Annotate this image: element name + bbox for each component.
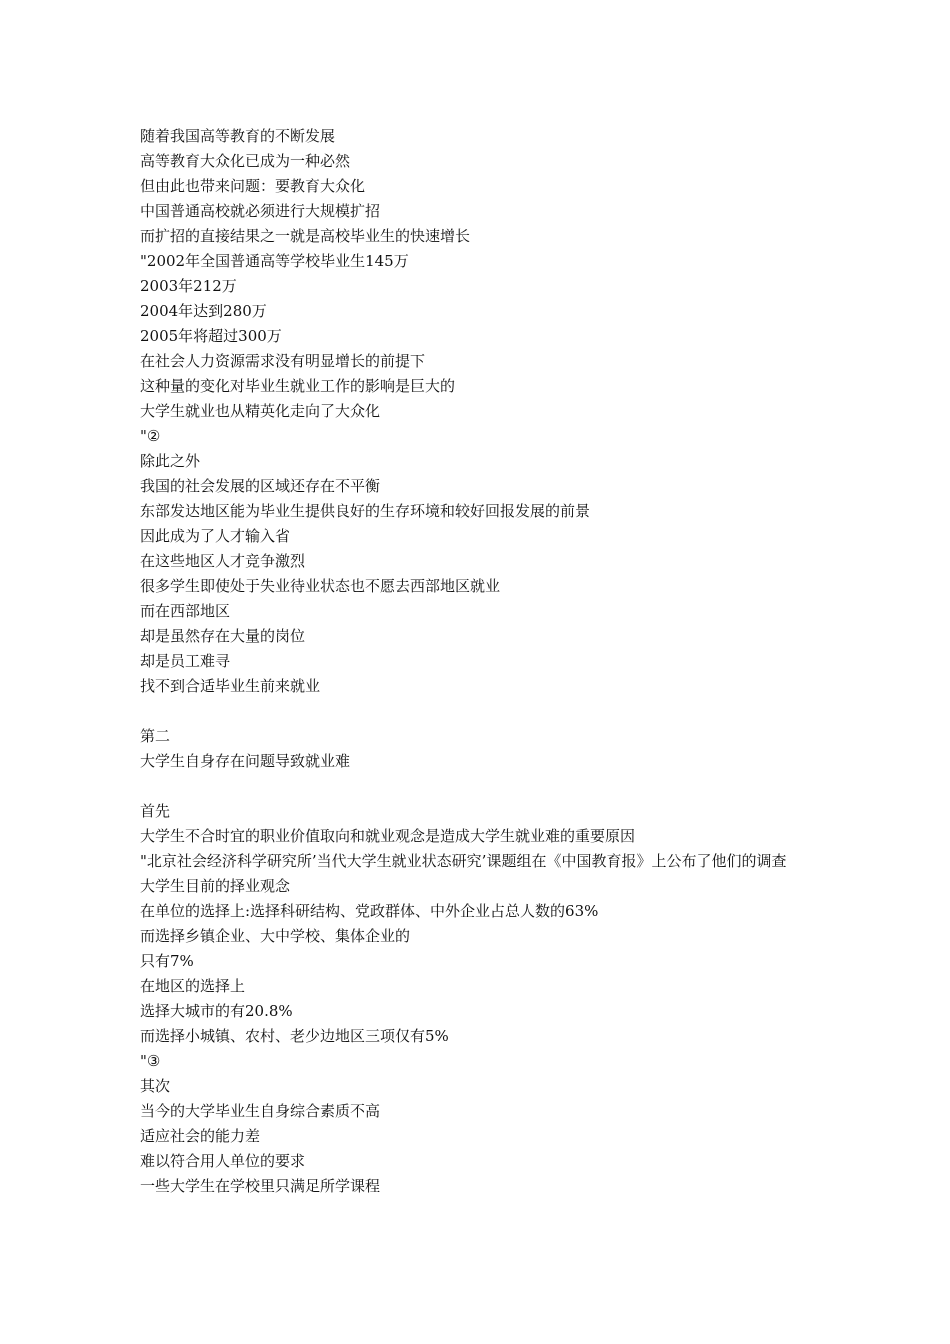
- text-line: "2002年全国普通高等学校毕业生145万: [140, 252, 409, 270]
- blank-line: [140, 774, 820, 799]
- text-line: 在这些地区人才竞争激烈: [140, 552, 306, 570]
- text-line: 2005年将超过300万: [140, 327, 282, 345]
- text-line: 难以符合用人单位的要求: [140, 1152, 306, 1170]
- text-line: 除此之外: [140, 452, 201, 470]
- text-line: 大学生目前的择业观念: [140, 877, 291, 895]
- document-body: [140, 124, 820, 1199]
- text-line: 而选择小城镇、农村、老少边地区三项仅有5%: [140, 1027, 449, 1045]
- text-line: 却是员工难寻: [140, 652, 231, 670]
- text-line: 我国的社会发展的区域还存在不平衡: [140, 477, 381, 495]
- text-line: 但由此也带来问题：要教育大众化: [140, 177, 366, 195]
- paragraph-block-1: [140, 124, 820, 699]
- text-line: 大学生不合时宜的职业价值取向和就业观念是造成大学生就业难的重要原因: [140, 827, 636, 845]
- text-line: 2004年达到280万: [140, 302, 267, 320]
- text-line: 当今的大学毕业生自身综合素质不高: [140, 1102, 381, 1120]
- text-line: 随着我国高等教育的不断发展: [140, 127, 336, 145]
- text-line: 适应社会的能力差: [140, 1127, 261, 1145]
- paragraph-block-2: [140, 724, 820, 774]
- text-line: 在单位的选择上:选择科研结构、党政群体、中外企业占总人数的63%: [140, 902, 599, 920]
- text-line: "北京社会经济科学研究所’当代大学生就业状态研究’课题组在《中国教育报》上公布了他们的调查: [140, 852, 787, 870]
- text-line: 第二: [140, 727, 171, 745]
- text-line: 选择大城市的有20.8%: [140, 1002, 293, 1020]
- text-line: "③: [140, 1052, 161, 1070]
- text-line: 首先: [140, 802, 171, 820]
- text-line: 在社会人力资源需求没有明显增长的前提下: [140, 352, 426, 370]
- text-line: 东部发达地区能为毕业生提供良好的生存环境和较好回报发展的前景: [140, 502, 591, 520]
- text-line: 其次: [140, 1077, 171, 1095]
- text-line: 中国普通高校就必须进行大规模扩招: [140, 202, 381, 220]
- text-line: "②: [140, 427, 161, 445]
- text-line: 2003年212万: [140, 277, 237, 295]
- text-line: 一些大学生在学校里只满足所学课程: [140, 1177, 381, 1195]
- blank-line: [140, 699, 820, 724]
- text-line: 大学生就业也从精英化走向了大众化: [140, 402, 381, 420]
- text-line: 在地区的选择上: [140, 977, 246, 995]
- text-line: 找不到合适毕业生前来就业: [140, 677, 321, 695]
- text-line: 而扩招的直接结果之一就是高校毕业生的快速增长: [140, 227, 471, 245]
- text-line: 大学生自身存在问题导致就业难: [140, 752, 351, 770]
- text-line: 只有7%: [140, 952, 194, 970]
- text-line: 很多学生即使处于失业待业状态也不愿去西部地区就业: [140, 577, 501, 595]
- text-line: 因此成为了人才输入省: [140, 527, 291, 545]
- paragraph-block-3: [140, 799, 820, 1199]
- text-line: 而在西部地区: [140, 602, 231, 620]
- text-line: 而选择乡镇企业、大中学校、集体企业的: [140, 927, 411, 945]
- text-line: 高等教育大众化已成为一种必然: [140, 152, 351, 170]
- text-line: 却是虽然存在大量的岗位: [140, 627, 306, 645]
- text-line: 这种量的变化对毕业生就业工作的影响是巨大的: [140, 377, 456, 395]
